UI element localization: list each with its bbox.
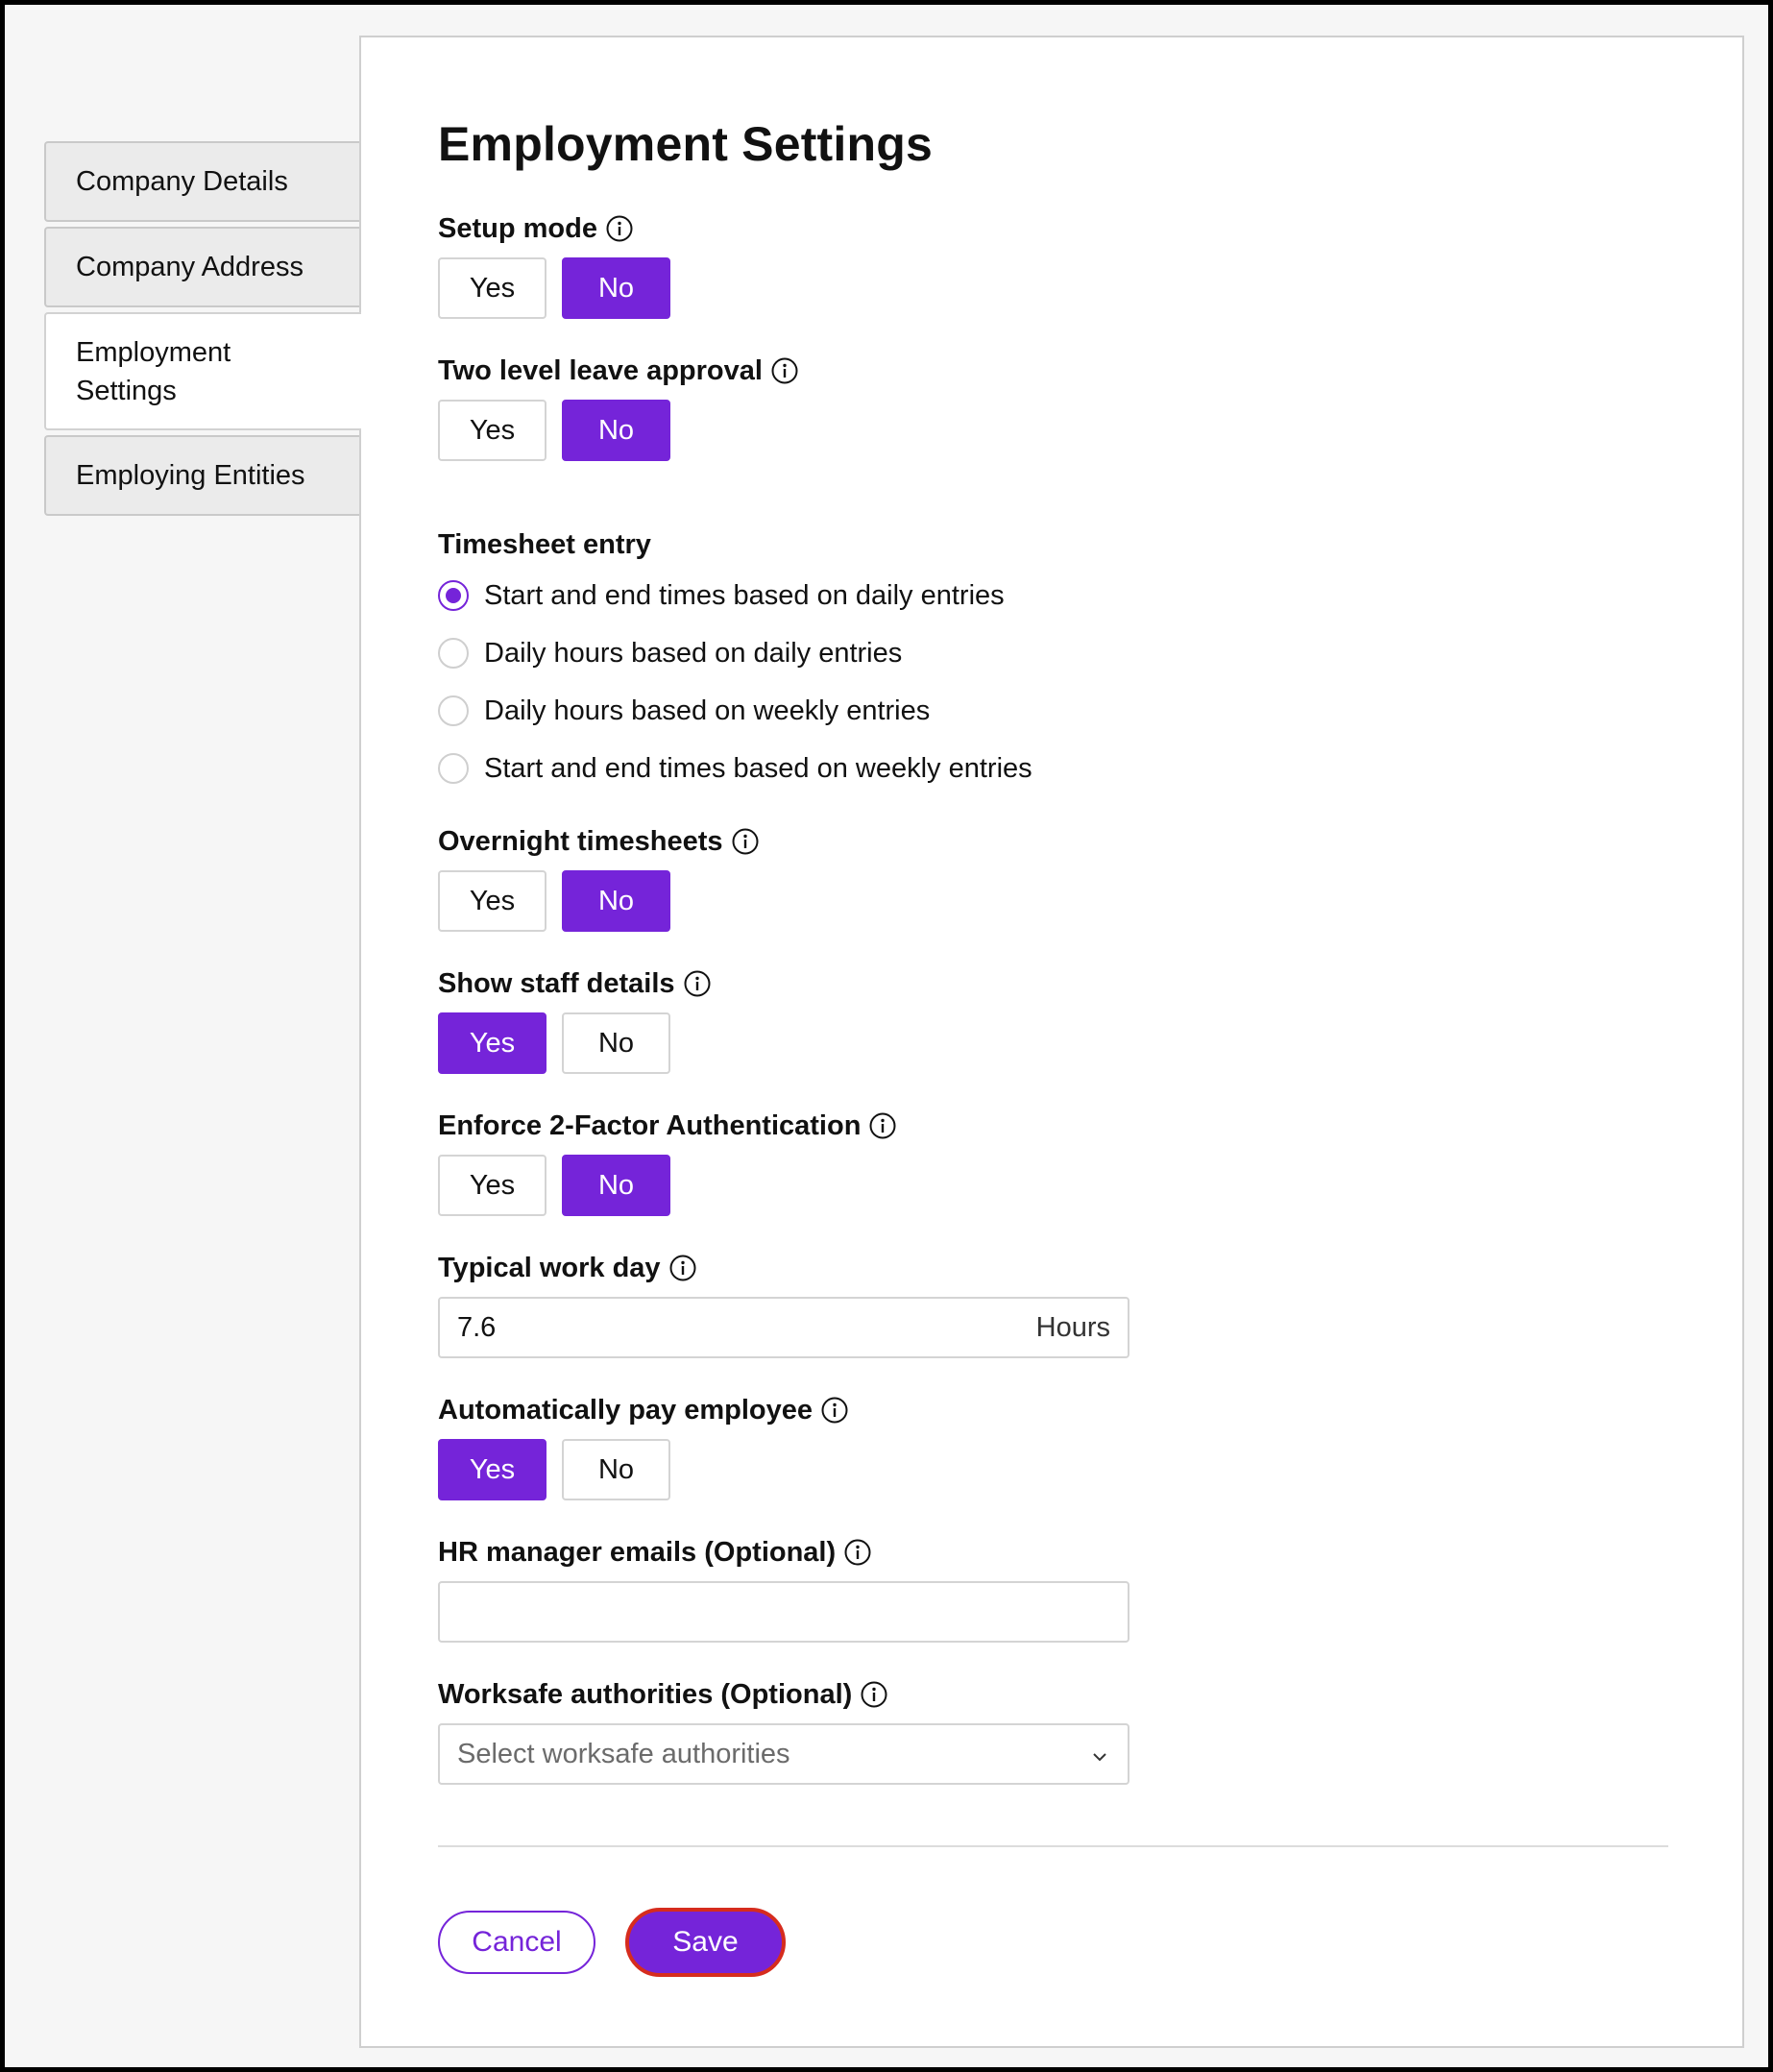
sidebar-item-employing-entities[interactable] xyxy=(44,435,361,516)
sidebar-item-label: Employment Settings xyxy=(76,336,231,406)
two-level-leave-label-text: Two level leave approval xyxy=(438,355,763,386)
sidebar-item-company-details[interactable] xyxy=(44,141,361,222)
info-icon[interactable] xyxy=(820,1396,849,1425)
overnight-timesheets-toggle xyxy=(438,870,670,932)
overnight-timesheets-no-button[interactable]: No xyxy=(562,870,670,932)
show-staff-details-no-button[interactable]: No xyxy=(562,1012,670,1074)
worksafe-authorities-label-text: Worksafe authorities (Optional) xyxy=(438,1679,853,1710)
chevron-down-icon xyxy=(1089,1743,1110,1765)
two-level-leave-no-button[interactable]: No xyxy=(562,400,670,461)
typical-work-day-value: 7.6 xyxy=(457,1311,497,1343)
timesheet-option-daily-hours-weekly[interactable] xyxy=(438,692,930,730)
radio-label: Daily hours based on weekly entries xyxy=(484,695,931,726)
two-level-leave-yes-button[interactable]: Yes xyxy=(438,400,546,461)
hr-manager-emails-label xyxy=(438,1533,872,1572)
show-staff-details-yes-button[interactable]: Yes xyxy=(438,1012,546,1074)
sidebar-item-company-address[interactable] xyxy=(44,227,361,307)
radio-label: Start and end times based on daily entries xyxy=(484,579,1005,611)
show-staff-details-label-text: Show staff details xyxy=(438,968,675,999)
info-icon[interactable] xyxy=(868,1111,897,1140)
worksafe-authorities-label xyxy=(438,1675,888,1714)
two-level-leave-label xyxy=(438,352,799,390)
radio-button[interactable] xyxy=(438,638,469,669)
auto-pay-yes-button[interactable]: Yes xyxy=(438,1439,546,1500)
radio-button[interactable] xyxy=(438,695,469,726)
overnight-timesheets-yes-button[interactable]: Yes xyxy=(438,870,546,932)
info-icon[interactable] xyxy=(770,356,799,385)
timesheet-entry-label xyxy=(438,525,651,564)
sidebar-item-label: Employing Entities xyxy=(76,460,305,491)
setup-mode-label-text: Setup mode xyxy=(438,213,597,244)
hr-manager-emails-input[interactable] xyxy=(438,1581,1129,1643)
auto-pay-label xyxy=(438,1391,849,1429)
enforce-2fa-yes-button[interactable]: Yes xyxy=(438,1155,546,1216)
radio-label: Daily hours based on daily entries xyxy=(484,637,903,669)
timesheet-entry-label-text: Timesheet entry xyxy=(438,529,651,560)
show-staff-details-toggle xyxy=(438,1012,670,1074)
radio-button-selected[interactable] xyxy=(438,580,469,611)
sidebar-item-label: Company Address xyxy=(76,252,304,282)
hr-manager-emails-label-text: HR manager emails (Optional) xyxy=(438,1537,837,1568)
setup-mode-toggle xyxy=(438,257,670,319)
form-divider xyxy=(438,1845,1668,1847)
radio-label: Start and end times based on weekly entries xyxy=(484,752,1032,784)
radio-button[interactable] xyxy=(438,753,469,784)
sidebar-item-label: Company Details xyxy=(76,166,288,197)
enforce-2fa-toggle xyxy=(438,1155,670,1216)
page-title: Employment Settings xyxy=(438,117,933,171)
cancel-button[interactable]: Cancel xyxy=(438,1911,595,1974)
worksafe-authorities-placeholder: Select worksafe authorities xyxy=(457,1738,790,1769)
save-button[interactable]: Save xyxy=(625,1908,786,1977)
hours-suffix: Hours xyxy=(1035,1311,1110,1343)
settings-panel xyxy=(359,36,1744,2048)
info-icon[interactable] xyxy=(683,969,712,998)
typical-work-day-input[interactable] xyxy=(438,1297,1129,1358)
overnight-timesheets-label xyxy=(438,822,760,861)
timesheet-option-start-end-daily[interactable] xyxy=(438,576,1005,615)
setup-mode-yes-button[interactable]: Yes xyxy=(438,257,546,319)
timesheet-option-daily-hours-daily[interactable] xyxy=(438,634,902,672)
enforce-2fa-label xyxy=(438,1107,897,1145)
auto-pay-no-button[interactable]: No xyxy=(562,1439,670,1500)
auto-pay-label-text: Automatically pay employee xyxy=(438,1395,814,1426)
info-icon[interactable] xyxy=(605,214,634,243)
overnight-timesheets-label-text: Overnight timesheets xyxy=(438,826,723,857)
typical-work-day-label xyxy=(438,1249,697,1287)
timesheet-option-start-end-weekly[interactable] xyxy=(438,749,1032,788)
sidebar-item-employment-settings[interactable] xyxy=(44,312,361,430)
auto-pay-toggle xyxy=(438,1439,670,1500)
enforce-2fa-label-text: Enforce 2-Factor Authentication xyxy=(438,1110,862,1141)
setup-mode-label xyxy=(438,209,634,248)
setup-mode-no-button[interactable]: No xyxy=(562,257,670,319)
typical-work-day-label-text: Typical work day xyxy=(438,1253,661,1283)
show-staff-details-label xyxy=(438,964,712,1003)
info-icon[interactable] xyxy=(843,1538,872,1567)
info-icon[interactable] xyxy=(731,827,760,856)
info-icon[interactable] xyxy=(860,1680,888,1709)
enforce-2fa-no-button[interactable]: No xyxy=(562,1155,670,1216)
worksafe-authorities-select[interactable] xyxy=(438,1723,1129,1785)
info-icon[interactable] xyxy=(668,1254,697,1282)
two-level-leave-toggle xyxy=(438,400,670,461)
